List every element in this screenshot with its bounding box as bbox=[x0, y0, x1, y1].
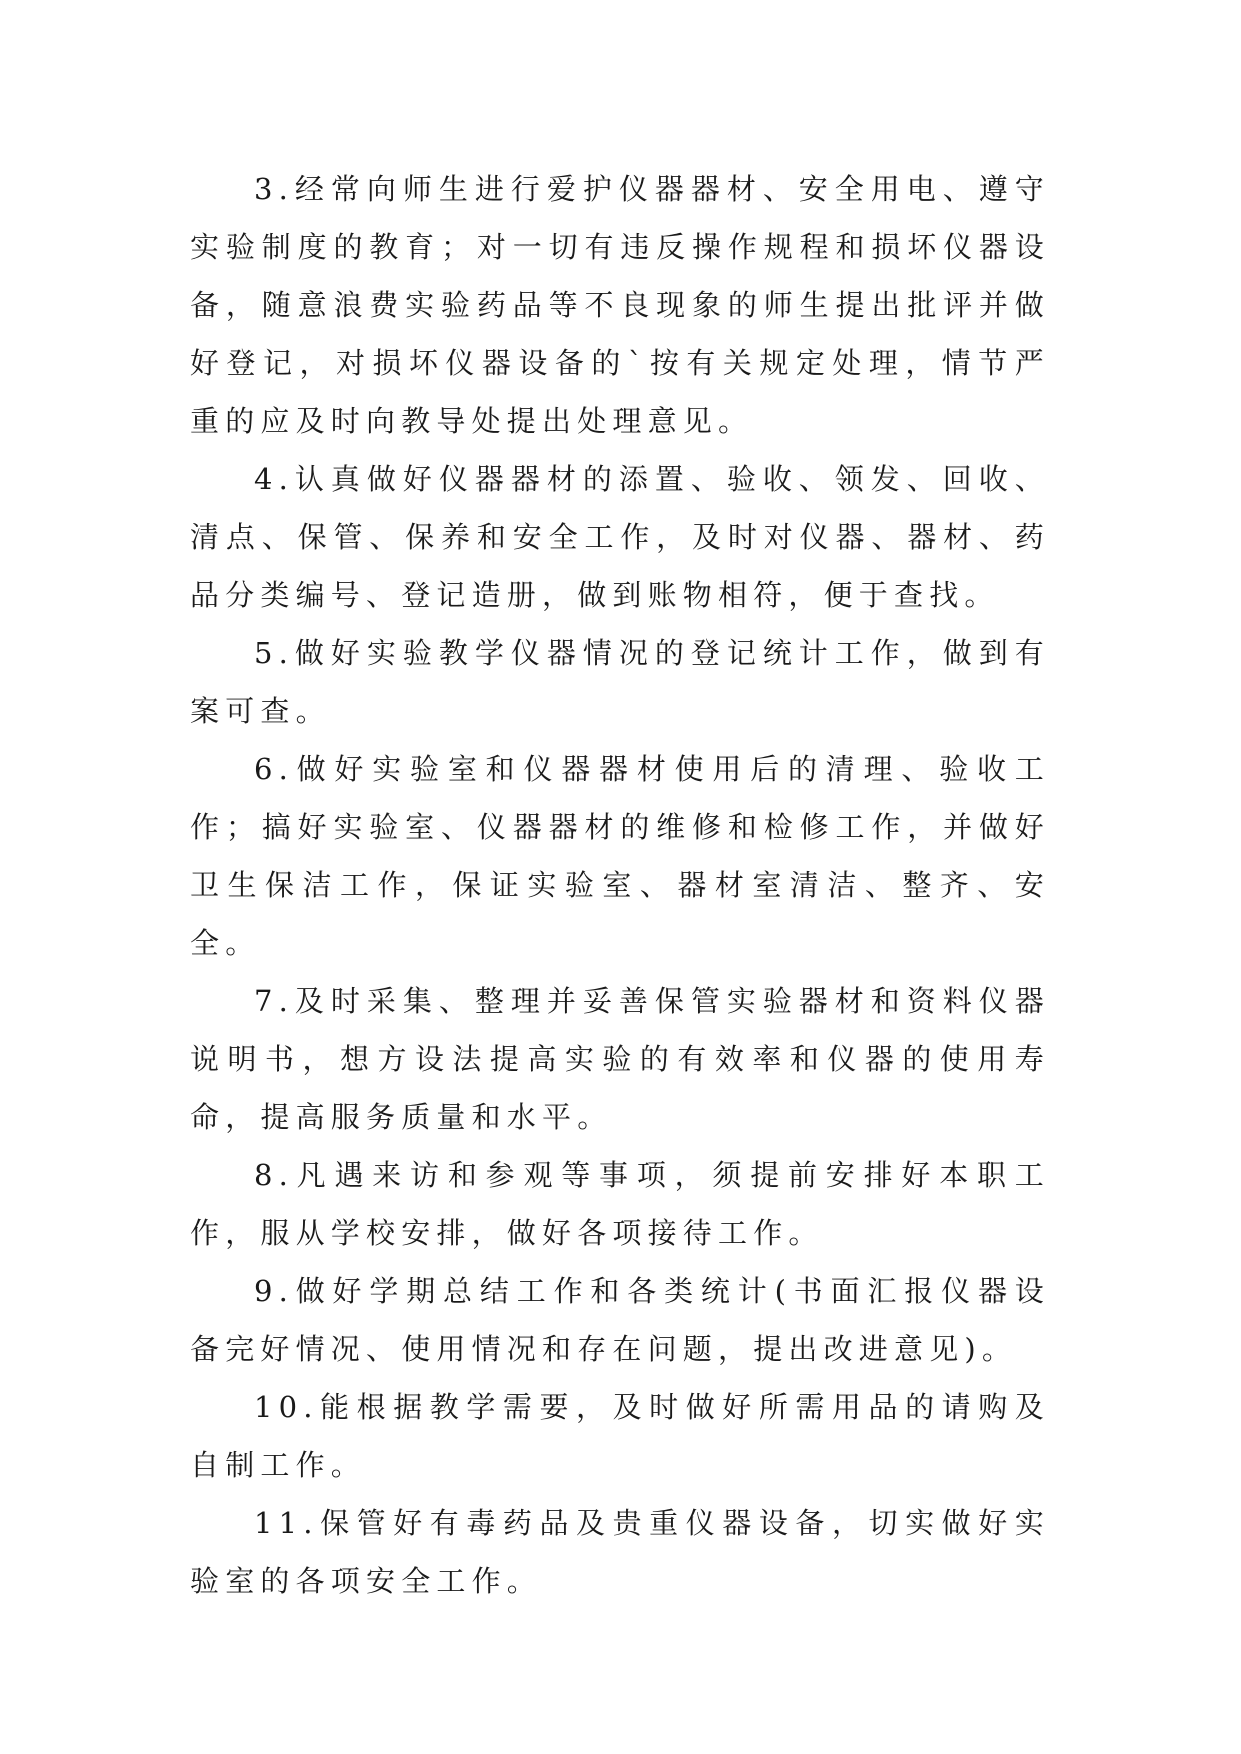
paragraph-item-8: 8.凡遇来访和参观等事项，须提前安排好本职工作，服从学校安排，做好各项接待工作。 bbox=[190, 1158, 1050, 1250]
paragraph-item-7: 7.及时采集、整理并妥善保管实验器材和资料仪器说明书，想方设法提高实验的有效率和仪器的使用寿命，提高服务质量和水平。 bbox=[190, 984, 1050, 1134]
paragraph-item-10: 10.能根据教学需要，及时做好所需用品的请购及自制工作。 bbox=[190, 1390, 1050, 1482]
paragraph-item-3: 3.经常向师生进行爱护仪器器材、安全用电、遵守实验制度的教育；对一切有违反操作规程和损坏仪器设备，随意浪费实验药品等不良现象的师生提出批评并做好登记，对损坏仪器设备的`按有关规定处理，情节严重的应及时向教导处提出处理意见。 bbox=[190, 172, 1050, 438]
paragraph-item-4: 4.认真做好仪器器材的添置、验收、领发、回收、清点、保管、保养和安全工作，及时对仪器、器材、药品分类编号、登记造册，做到账物相符，便于查找。 bbox=[190, 462, 1050, 612]
paragraph-item-5: 5.做好实验教学仪器情况的登记统计工作，做到有案可查。 bbox=[190, 636, 1050, 728]
paragraph-item-11: 11.保管好有毒药品及贵重仪器设备，切实做好实验室的各项安全工作。 bbox=[190, 1506, 1050, 1598]
paragraph-item-6: 6.做好实验室和仪器器材使用后的清理、验收工作；搞好实验室、仪器器材的维修和检修工作，并做好卫生保洁工作，保证实验室、器材室清洁、整齐、安全。 bbox=[190, 752, 1050, 960]
paragraph-item-9: 9.做好学期总结工作和各类统计(书面汇报仪器设备完好情况、使用情况和存在问题，提出改进意见)。 bbox=[190, 1274, 1050, 1366]
document-body bbox=[190, 160, 1050, 1610]
